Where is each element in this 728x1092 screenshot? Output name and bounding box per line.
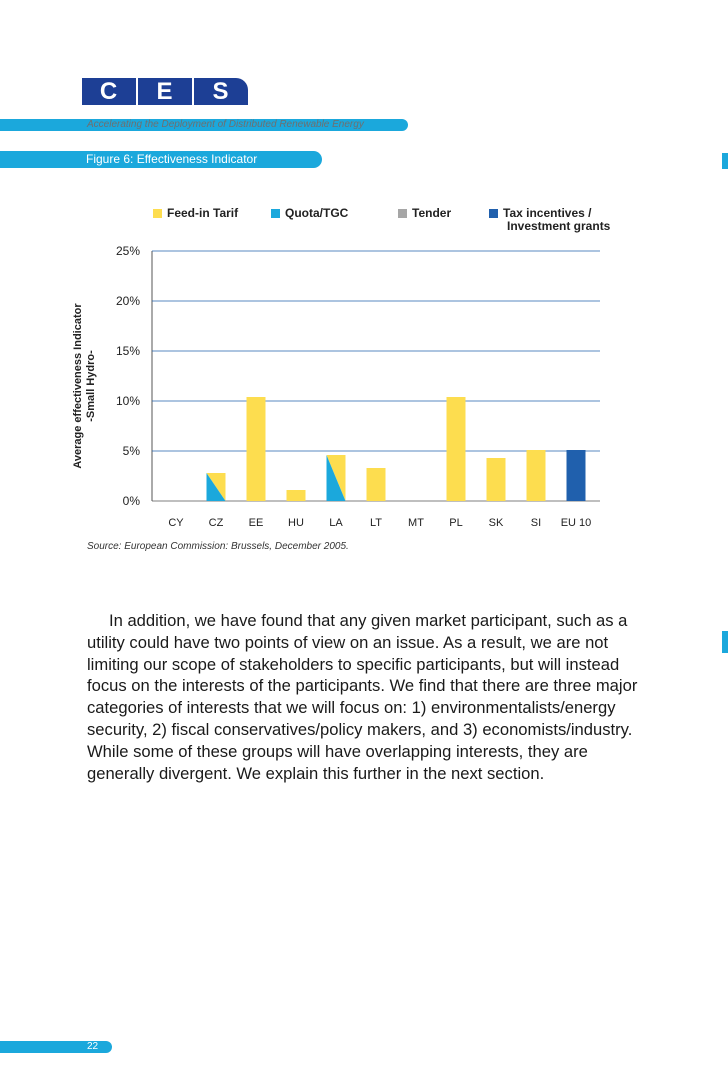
- y-tick-label: 25%: [115, 244, 140, 258]
- x-tick-label: SK: [488, 517, 504, 529]
- x-tick-label: EU 10: [560, 517, 592, 529]
- y-axis-title-line1: Average effectiveness Indicator: [72, 303, 84, 469]
- legend-label-line2: Investment grants: [507, 219, 611, 233]
- y-tick-label: 10%: [115, 394, 140, 408]
- x-tick-label: CY: [168, 517, 184, 529]
- body-paragraph-text: In addition, we have found that any given market participant, such as a utility could have two points of view on an issue. As a result, we are not limiting our scope of stakeholders to specific participants, but will instead focus on the interests of the participants. We find that there are three major categories of interests that we will focus on: 1) environmentalists/energy security, 2) fiscal conservatives/policy makers, and 3) economists/industry. While some of these groups will have overlapping interests, they are generally divergent. We explain this further in the next section.: [87, 611, 638, 783]
- figure-source: Source: European Commission: Brussels, December 2005.: [87, 541, 349, 552]
- y-tick-label: 15%: [115, 344, 140, 358]
- bar-feed-in-tarif: [527, 450, 546, 501]
- x-tick-label: LT: [369, 517, 383, 529]
- bar-feed-in-tarif: [487, 458, 506, 501]
- y-tick-label: 5%: [122, 444, 140, 458]
- x-tick-label: MT: [408, 517, 424, 529]
- x-tick-label: CZ: [208, 517, 224, 529]
- x-tick-label: EE: [248, 517, 264, 529]
- legend-label: Tender: [412, 206, 452, 220]
- y-axis-title-line2: -Small Hydro-: [85, 350, 97, 422]
- logo-letter-c: C: [82, 78, 138, 105]
- legend-label: Quota/TGC: [285, 206, 349, 220]
- bar-tax-incentives: [567, 450, 586, 501]
- bar-feed-in-tarif: [367, 468, 386, 501]
- page-number: 22: [87, 1041, 99, 1052]
- y-tick-label: 20%: [115, 294, 140, 308]
- right-edge-tab: [722, 631, 728, 653]
- bar-feed-in-tarif: [247, 397, 266, 501]
- legend-label: Tax incentives /: [503, 206, 592, 220]
- tagline: Accelerating the Deployment of Distributed Renewable Energy: [87, 119, 364, 130]
- x-tick-label: SI: [530, 517, 542, 529]
- body-paragraph: [87, 610, 647, 784]
- x-tick-label: PL: [449, 517, 463, 529]
- legend-label: Feed-in Tarif: [167, 206, 239, 220]
- logo-letter-e: E: [138, 78, 194, 105]
- figure-title: Figure 6: Effectiveness Indicator: [86, 152, 258, 166]
- logo-letter-s: S: [212, 78, 230, 105]
- bar-feed-in-tarif: [287, 490, 306, 501]
- bar-feed-in-tarif: [447, 397, 466, 501]
- y-tick-label: 0%: [122, 494, 140, 508]
- x-tick-label: HU: [288, 517, 304, 529]
- x-tick-label: LA: [329, 517, 343, 529]
